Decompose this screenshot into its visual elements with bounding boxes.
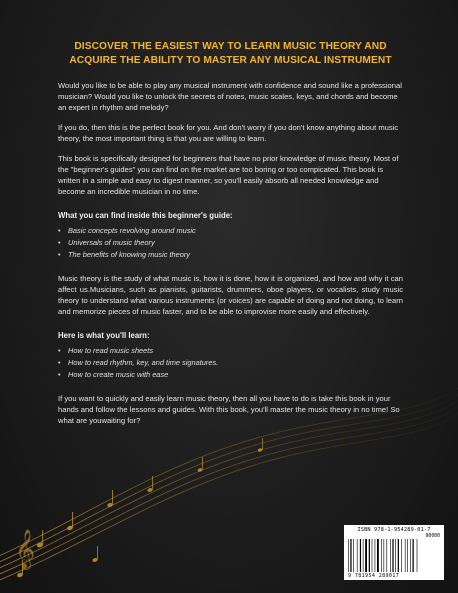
music-note-icons [16,438,262,578]
isbn-barcode [344,525,444,580]
treble-clef-icon: 𝄞 [15,529,36,569]
section1-heading: What you can find inside this beginner's guide: [58,211,233,220]
section2-heading: Here is what you'll learn: [58,331,150,340]
list-item: • How to read rhythm, key, and time signatures. [58,357,403,369]
closing-paragraph: If you want to quickly and easily learn music theory, then all you have to do is take this book in your hands and follow the lessons and guides. With this book, you'll master the music theory in no time! So what are youwaiting for? [58,394,400,425]
intro-paragraph: Would you like to be able to play any musical instrument with confidence and sound like a professional musician? Would you like to unlock the secrets of notes, music scales, keys, and chords and become an expert in rhythm and melody? [58,81,402,112]
list-item: • The benefits of knowing music theory [58,249,403,261]
headline: DISCOVER THE EASIEST WAY TO LEARN MUSIC THEORY AND ACQUIRE THE ABILITY TO MASTER ANY MUSICAL INSTRUMENT [69,41,392,66]
music-theory-paragraph: Music theory is the study of what music is, how it is done, how it is organized, and how and why it can affect us.Musicians, such as pianists, guitarists, drummers, oboe players, or vocalists, study music theory to understand what various instruments (or voices) are capable of doing and not doing, to learn and memorize pieces of music faster, and to be able to improvise more easily and effectively. [58,274,403,316]
section1-list [58,225,403,261]
list-item: • How to create music with ease [58,369,403,381]
isbn-label: ISBN 978-1-954289-01-7 [357,527,431,533]
ean-number: 9 781954 289017 [348,573,400,579]
list-item: • How to read music sheets [58,345,403,357]
barcode-bars [348,539,440,572]
list-item: • Universals of music theory [58,237,403,249]
beginners-paragraph: This book is specifically designed for beginners that have no prior knowledge of music theory. Most of the "beginner's guides" you can find on the market are too boring or too compicated. This book is written in a simple and easy to digest manner, so you'll easily absorb all needed knowledge and become an incredible musician in no time. [58,154,399,196]
section2-list [58,345,403,381]
list-item: • Basic concepts revolving around music [58,225,403,237]
price-code: 90000 [425,534,440,539]
back-cover-text [58,40,403,435]
perfect-book-paragraph: If you do, then this is the perfect book for you. And don't worry if you don't know anything about music theory, the most important thing is that you are willing to learn. [58,123,399,143]
